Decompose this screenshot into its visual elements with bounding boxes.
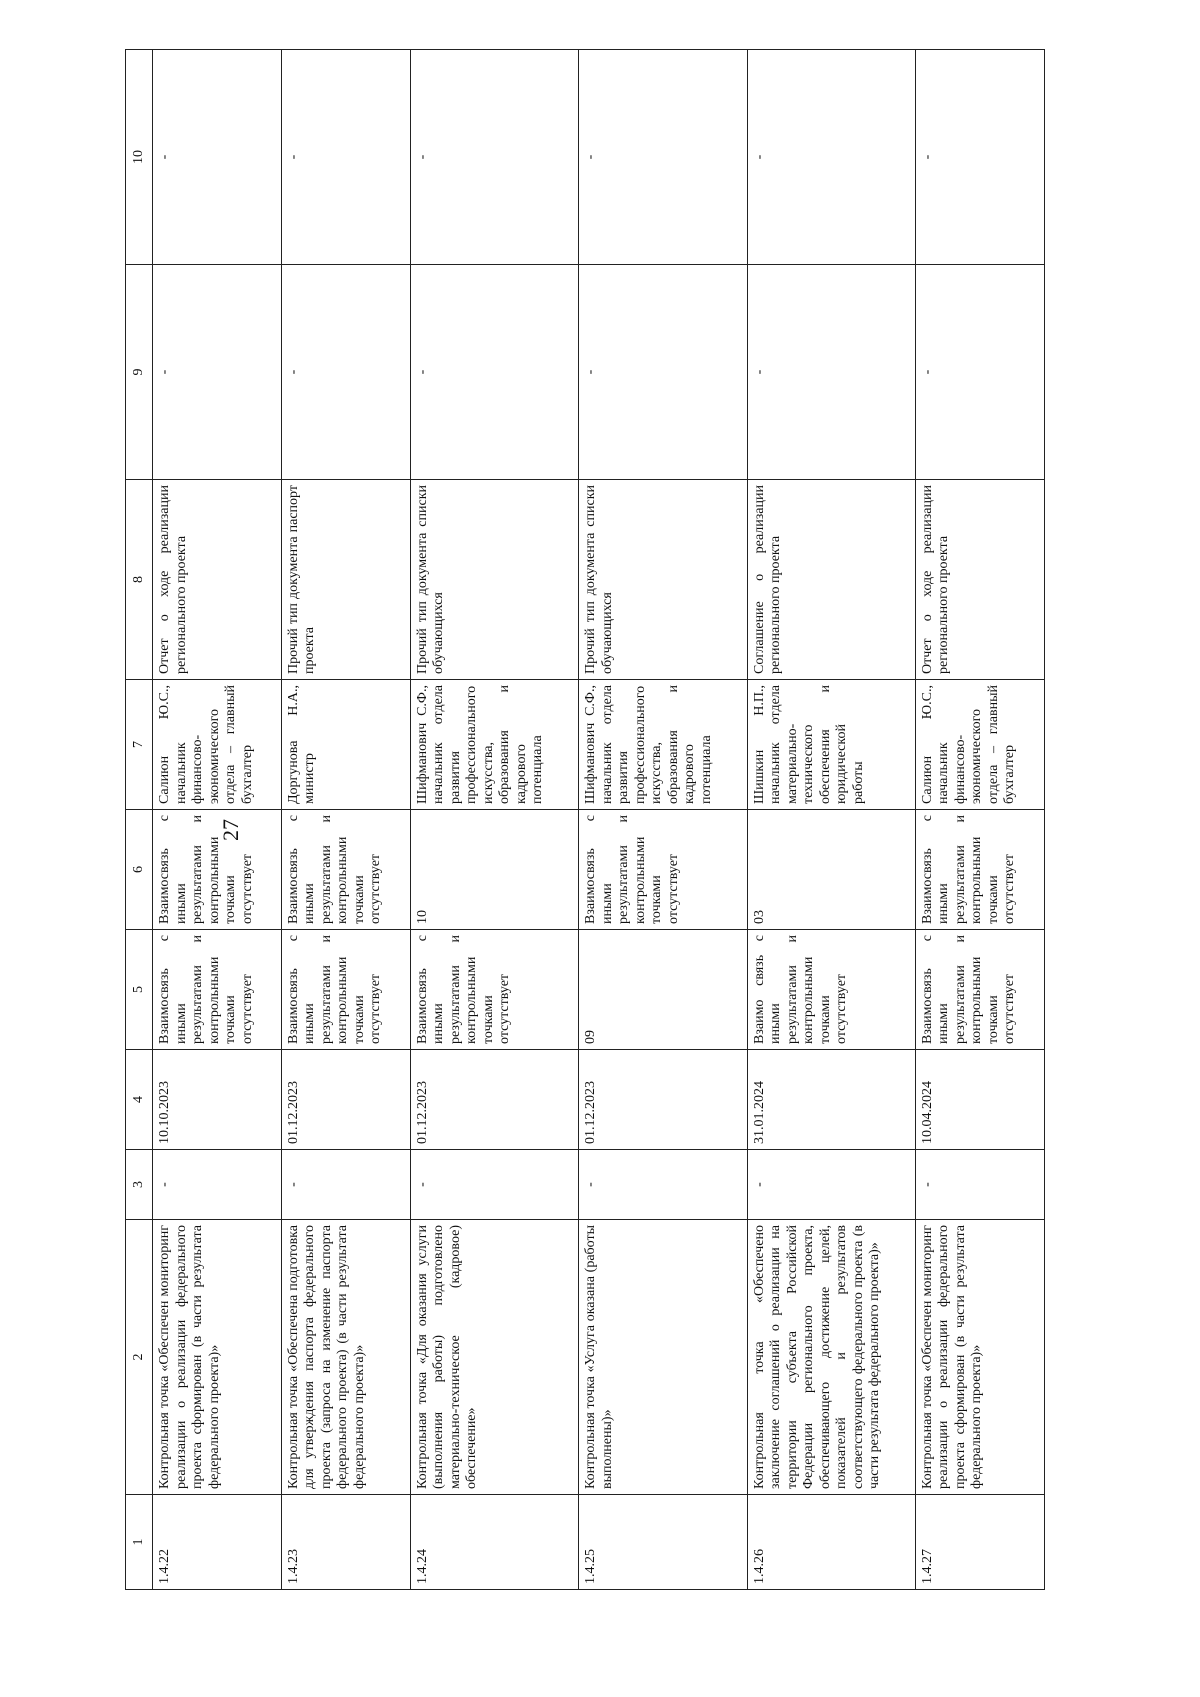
col-header-1: 1 (126, 1495, 153, 1590)
responsible-person: Салиюн Ю.С., начальник финансово-экономического отдела – главный бухгалтер (915, 680, 1044, 810)
table-row (579, 50, 747, 1590)
control-point-name: Контрольная точка «Услуга оказана (работы выполнены)» (579, 1220, 747, 1495)
control-point-name: Контрольная точка «Обеспечена подготовка для утверждения паспорта федерального проекта (запроса на изменение паспорта федерального проекта) (в части результата федерального проекта)» (281, 1220, 410, 1495)
control-point-name: Контрольная точка «Обеспечено заключение соглашений о реализации на территории субъекта Российской Федерации регионального проекта, обеспечивающего достижение целей, показателей и результатов соответствующего федерального проекта (в части результата федерального проекта)» (747, 1220, 915, 1495)
predecessor-link: Взаимосвязь с иными результатами и контрольными точками отсутствует (410, 930, 578, 1050)
cell-col3: - (747, 1150, 915, 1220)
predecessor-link: Взаимосвязь с иными результатами и контрольными точками отсутствует (281, 930, 410, 1050)
cell-col10: - (747, 50, 915, 265)
successor-link: Взаимосвязь с иными результатами и контрольными точками отсутствует (153, 810, 282, 930)
responsible-person: Шишкин Н.П., начальник отдела материально-технического обеспечения и юридической работы (747, 680, 915, 810)
rotated-table-container (125, 50, 1045, 1590)
cell-col3: - (281, 1150, 410, 1220)
col-header-2: 2 (126, 1220, 153, 1495)
cell-col9: - (153, 265, 282, 480)
cell-col10: - (915, 50, 1044, 265)
col-header-4: 4 (126, 1050, 153, 1150)
row-number: 1.4.24 (410, 1495, 578, 1590)
successor-link: Взаимосвязь с иными результатами и контрольными точками отсутствует (281, 810, 410, 930)
row-number: 1.4.23 (281, 1495, 410, 1590)
cell-col9: - (281, 265, 410, 480)
col-header-8: 8 (126, 480, 153, 680)
successor-link: 10 (410, 810, 578, 930)
table-row (915, 50, 1044, 1590)
col-header-10: 10 (126, 50, 153, 265)
cell-col9: - (747, 265, 915, 480)
responsible-person: Шифманович С.Ф., начальник отдела развития профессионального искусства, образования и кадрового потенциала (579, 680, 747, 810)
cell-col3: - (153, 1150, 282, 1220)
successor-link: 03 (747, 810, 915, 930)
col-header-6: 6 (126, 810, 153, 930)
document-type: Соглашение о реализации регионального проекта (747, 480, 915, 680)
document-type: Отчет о ходе реализации регионального проекта (915, 480, 1044, 680)
predecessor-link: 09 (579, 930, 747, 1050)
due-date: 10.10.2023 (153, 1050, 282, 1150)
document-type: Отчет о ходе реализации регионального проекта (153, 480, 282, 680)
cell-col10: - (410, 50, 578, 265)
predecessor-link: Взаимосвязь с иными результатами и контрольными точками отсутствует (915, 930, 1044, 1050)
cell-col10: - (281, 50, 410, 265)
col-header-5: 5 (126, 930, 153, 1050)
predecessor-link: Взаимо связь с иными результатами и контрольными точками отсутствует (747, 930, 915, 1050)
cell-col3: - (915, 1150, 1044, 1220)
due-date: 01.12.2023 (579, 1050, 747, 1150)
cell-col9: - (410, 265, 578, 480)
successor-link: Взаимосвязь с иными результатами и контрольными точками отсутствует (579, 810, 747, 930)
page-number: 27 (218, 819, 243, 841)
table-row (281, 50, 410, 1590)
cell-col10: - (579, 50, 747, 265)
control-point-name: Контрольная точка «Для оказания услуги (выполнения работы) подготовлено материально-техническое (кадровое) обеспечение» (410, 1220, 578, 1495)
row-number: 1.4.22 (153, 1495, 282, 1590)
header-row (126, 50, 153, 1590)
table-row (747, 50, 915, 1590)
control-point-name: Контрольная точка «Обеспечен мониторинг реализации о реализации федерального проекта сформирован (в части результата федерального проекта)» (153, 1220, 282, 1495)
document-type: Прочий тип документа списки обучающихся (579, 480, 747, 680)
row-number: 1.4.27 (915, 1495, 1044, 1590)
table-row (153, 50, 282, 1590)
cell-col9: - (915, 265, 1044, 480)
due-date: 01.12.2023 (410, 1050, 578, 1150)
responsible-person: Доргунова Н.А., министр (281, 680, 410, 810)
document-type: Прочий тип документа паспорт проекта (281, 480, 410, 680)
cell-col3: - (579, 1150, 747, 1220)
due-date: 31.01.2024 (747, 1050, 915, 1150)
col-header-7: 7 (126, 680, 153, 810)
cell-col10: - (153, 50, 282, 265)
control-point-name: Контрольная точка «Обеспечен мониторинг реализации о реализации федерального проекта сформирован (в части результата федерального проекта)» (915, 1220, 1044, 1495)
due-date: 10.04.2024 (915, 1050, 1044, 1150)
predecessor-link: Взаимосвязь с иными результатами и контрольными точками отсутствует (153, 930, 282, 1050)
row-number: 1.4.26 (747, 1495, 915, 1590)
control-points-table (125, 49, 1045, 1590)
col-header-3: 3 (126, 1150, 153, 1220)
responsible-person: Салиюн Ю.С., начальник финансово-экономического отдела – главный бухгалтер (153, 680, 282, 810)
cell-col3: - (410, 1150, 578, 1220)
col-header-9: 9 (126, 265, 153, 480)
cell-col9: - (579, 265, 747, 480)
table-row (410, 50, 578, 1590)
document-type: Прочий тип документа списки обучающихся (410, 480, 578, 680)
row-number: 1.4.25 (579, 1495, 747, 1590)
successor-link: Взаимосвязь с иными результатами и контрольными точками отсутствует (915, 810, 1044, 930)
responsible-person: Шифманович С.Ф., начальник отдела развития профессионального искусства, образования и кадрового потенциала (410, 680, 578, 810)
due-date: 01.12.2023 (281, 1050, 410, 1150)
